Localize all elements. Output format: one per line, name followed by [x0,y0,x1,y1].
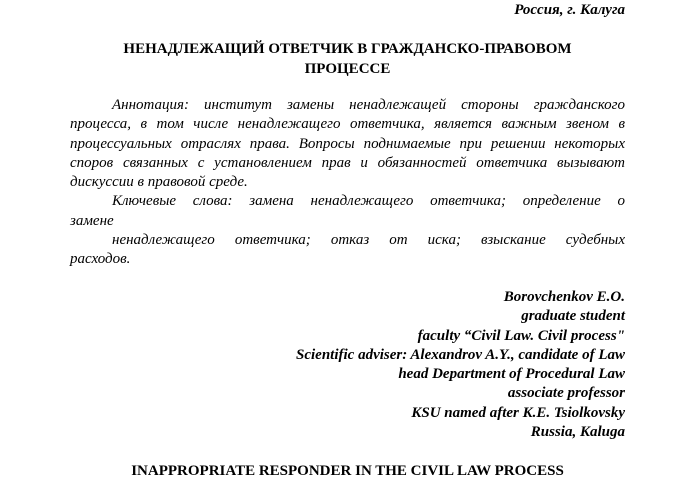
keywords-line-4: расходов. [70,251,131,268]
article-title-ru [70,39,625,79]
article-title-en: INAPPROPRIATE RESPONDER IN THE CIVIL LAW PROCESS [131,463,564,479]
author-faculty: faculty “Civil Law. Civil process" [417,327,625,344]
header-location: Россия, г. Калуга [514,2,625,18]
keywords-line-3: ненадлежащего ответчика; отказ от иска; взыскание судебных [112,232,625,249]
author-department: head Department of Procedural Law [398,366,625,383]
author-status: graduate student [521,308,625,325]
author-location: Russia, Kaluga [530,424,625,441]
author-position: associate professor [507,385,625,402]
abstract-block [70,96,625,270]
keywords-line-2: замене [70,212,114,229]
annotation-paragraph: Аннотация: институт замены ненадлежащей стороны гражданского процесса, в том числе ненадлежащего ответчика, является важным звеном в процессуальных отраслях права. Вопросы поднимаемые при решении некоторых споров связанных с установлением прав и обязанностей ответчика вызывают дискуссии в правовой среде. [70,97,625,191]
keywords-line-1: Ключевые слова: замена ненадлежащего ответчика; определение о [112,193,625,210]
article-title-ru-line1: НЕНАДЛЕЖАЩИЙ ОТВЕТЧИК В ГРАЖДАНСКО-ПРАВОВОМ [123,41,572,57]
author-name: Borovchenkov E.O. [503,289,625,305]
article-title-ru-line2: ПРОЦЕССЕ [304,61,391,77]
author-adviser: Scientific adviser: Alexandrov A.Y., candidate of Law [296,346,625,363]
author-university: KSU named after K.E. Tsiolkovsky [411,404,625,421]
author-block [296,288,625,442]
